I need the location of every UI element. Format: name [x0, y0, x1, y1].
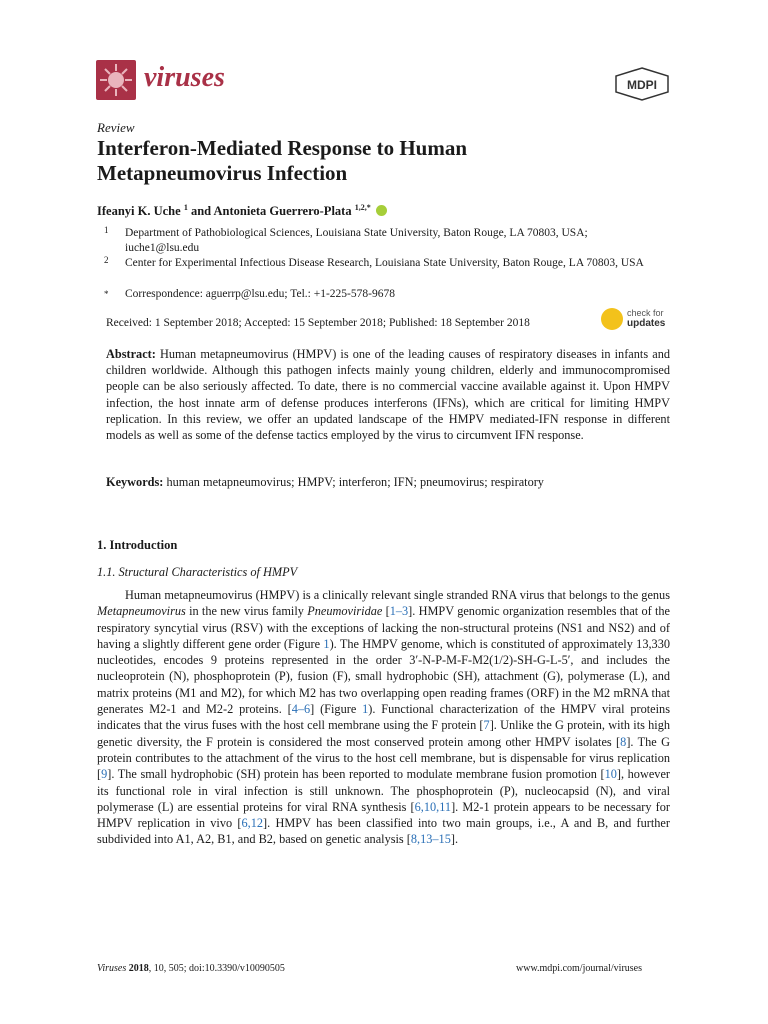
- check-updates-line2: updates: [627, 318, 666, 329]
- body-text: in the new virus family: [185, 604, 308, 619]
- citation-link[interactable]: 10: [604, 767, 617, 782]
- journal-name: viruses: [144, 62, 225, 93]
- article-title: Interferon-Mediated Response to Human Metapneumovirus Infection: [97, 136, 468, 185]
- affiliation-text: Department of Pathobiological Sciences, Louisiana State University, Baton Rouge, LA 70803, USA; iuche1@lsu.edu: [125, 227, 588, 254]
- body-text: ]. M2-1 protein appears to be necessary for HMPV replication in vivo [: [97, 799, 670, 831]
- check-for-updates-badge[interactable]: [601, 306, 671, 332]
- body-italic: Metapneumovirus: [97, 604, 186, 619]
- body-text: ). The HMPV genome, which is constituted of approximately 13,330 nucleotides, encodes 9 proteins represented in the order 3′-N-P-M-F-M2(1/2)-SH-G-L-5′, and includes the nucleoprotein (N), phosphoprotein (P), fusion (F), small hydrophobic (SH), attachment (G), polymerase (L), and matrix proteins (M1 and M2), for which M2 has two overlapping open reading frames (ORF) in the M2 mRNA that generates M2-1 and M2-2 proteins. [: [97, 636, 670, 717]
- footer-url[interactable]: www.mdpi.com/journal/viruses: [516, 963, 643, 974]
- abstract-label: Abstract:: [106, 347, 156, 361]
- affiliation-number: 1: [104, 225, 109, 235]
- body-text: ]. HMPV has been classified into two main groups, i.e., A and B, and further subdivided into A1, A2, B1, and B2, based on genetic analysis [: [97, 816, 670, 847]
- subsection-heading: 1.1. Structural Characteristics of HMPV: [97, 565, 298, 579]
- body-text: ], however its functional role in viral infection is still unknown. The phosphoprotein (P), nucleocapsid (N), and viral polymerase (L) are essential proteins for viral RNA synthesis [: [97, 767, 670, 814]
- footer-year: 2018: [128, 963, 149, 974]
- body-text: [: [382, 604, 390, 619]
- journal-logo: [96, 60, 256, 100]
- footer-journal: Viruses: [97, 963, 127, 974]
- footer-rest: , 10, 505; doi:10.3390/v10090505: [148, 963, 285, 974]
- body-text: ]. The G protein contributes to the attachment of the virus to the host cell membrane, but is dispensable for virus replication [: [97, 734, 670, 782]
- affiliation-number: 2: [104, 255, 109, 265]
- mdpi-logo: [612, 66, 672, 102]
- author-list: [97, 203, 387, 219]
- affiliation-text: Center for Experimental Infectious Disease Research, Louisiana State University, Baton Rouge, LA 70803, USA: [125, 257, 644, 269]
- mdpi-logo-icon: [612, 66, 672, 102]
- publication-dates: Received: 1 September 2018; Accepted: 15 September 2018; Published: 18 September 2018: [106, 317, 530, 329]
- citation-link[interactable]: 7: [483, 718, 490, 733]
- keywords-text: human metapneumovirus; HMPV; interferon; IFN; pneumovirus; respiratory: [163, 475, 544, 489]
- body-italic: Pneumoviridae: [307, 604, 383, 619]
- author-2-affil: 1,2,*: [354, 203, 371, 212]
- citation-link[interactable]: 6,12: [241, 816, 264, 831]
- author-1: Ifeanyi K. Uche: [97, 204, 181, 219]
- author-2: and Antonieta Guerrero-Plata: [190, 204, 355, 219]
- mdpi-logo-text: MDPI: [627, 78, 657, 92]
- citation-link[interactable]: 1–3: [389, 604, 409, 619]
- figure-link[interactable]: 1: [362, 702, 369, 717]
- correspondence-mark: *: [104, 289, 109, 299]
- body-text: ]. The small hydrophobic (SH) protein has been reported to modulate membrane fusion promotion [: [107, 767, 605, 782]
- abstract: [106, 346, 670, 443]
- citation-link[interactable]: 8: [620, 734, 627, 749]
- body-text: ].: [450, 832, 459, 847]
- article-type: Review: [97, 120, 135, 135]
- body-paragraph: [97, 587, 670, 848]
- footer-citation: [97, 963, 285, 974]
- author-1-affil: 1: [183, 203, 188, 212]
- body-text: Human metapneumovirus (HMPV) is a clinically relevant single stranded RNA virus that belongs to the genus: [125, 588, 670, 602]
- body-text: ] (Figure: [310, 702, 363, 717]
- keywords-label: Keywords:: [106, 475, 164, 489]
- abstract-text: Human metapneumovirus (HMPV) is one of the leading causes of respiratory diseases in infants and children worldwide. Although this pathogen infects mainly young children, elderly and immunocompromised people can be also seriously affected. To date, there is no commercial vaccine available against it. Upon HMPV infection, the host innate arm of defense produces interferons (IFNs), which are critical for limiting HMPV replication. In this review, we offer an updated landscape of the HMPV mediated-IFN response in different models as well as some of the defense tactics employed by the virus to circumvent IFN response.: [106, 347, 670, 443]
- figure-link[interactable]: 1: [323, 636, 330, 651]
- section-heading: 1. Introduction: [97, 538, 178, 552]
- citation-link[interactable]: 9: [101, 767, 108, 782]
- body-text: ). Functional characterization of the HMPV viral proteins indicates that the virus fuses with the host cell membrane using the F protein [: [97, 702, 670, 733]
- correspondence-text: Correspondence: aguerrp@lsu.edu; Tel.: +1-225-578-9678: [125, 288, 395, 300]
- body-text: ]. HMPV genomic organization resembles that of the respiratory syncytial virus (RSV) with the exceptions of lacking the non-structural proteins (NS1 and NS2) and of having a slightly different gene order (Figure: [97, 604, 671, 651]
- body-text: ]. Unlike the G protein, with its high genetic diversity, the F protein is considered the most conserved protein among other HMPV isolates [: [97, 718, 670, 749]
- citation-link[interactable]: 6,10,11: [414, 799, 452, 814]
- citation-link[interactable]: 8,13–15: [410, 832, 451, 847]
- keywords: [106, 475, 670, 490]
- virus-icon: [96, 60, 136, 100]
- check-updates-line1: check for: [627, 308, 664, 318]
- citation-link[interactable]: 4–6: [291, 702, 311, 717]
- orcid-icon[interactable]: [376, 205, 387, 216]
- check-updates-icon: [601, 308, 623, 330]
